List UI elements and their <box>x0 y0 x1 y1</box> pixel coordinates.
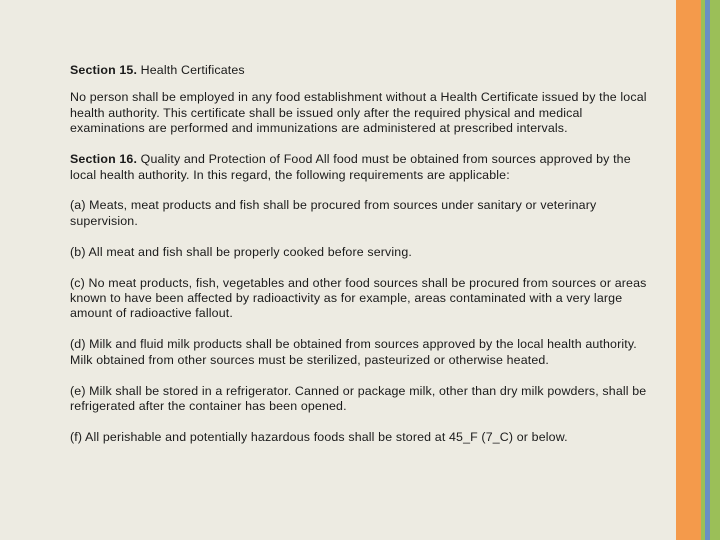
item-f: (f) All perishable and potentially hazardous foods shall be stored at 45_F (7_C) or below. <box>70 430 568 444</box>
item-c: (c) No meat products, fish, vegetables and other food sources shall be procured from sources or areas known to have been affected by radioactivity as for example, areas contaminated with a very large amount of radioactive fallout. <box>70 275 647 321</box>
decorative-stripe-green-outer <box>710 0 720 540</box>
item-b: (b) All meat and fish shall be properly cooked before serving. <box>70 244 412 259</box>
item-e: (e) Milk shall be stored in a refrigerator. Canned or package milk, other than dry milk powders, shall be refrigerated after the container has been opened. <box>70 383 647 414</box>
section-16-body: Quality and Protection of Food All food must be obtained from sources approved by the local health authority. In this regard, the following requirements are applicable: <box>70 152 631 182</box>
section-16-label: Section 16. <box>70 152 138 167</box>
section-16-paragraph <box>70 152 660 183</box>
item-a: (a) Meats, meat products and fish shall be procured from sources under sanitary or veterinary supervision. <box>70 198 597 228</box>
item-d: (d) Milk and fluid milk products shall be obtained from sources approved by the local health authority. Milk obtained from other sources must be sterilized, pasteurized or otherwise heated. <box>70 337 637 367</box>
section-15-title: Health Certificates <box>137 63 245 77</box>
document-body <box>70 63 660 461</box>
section-15-label: Section 15. <box>70 63 138 77</box>
section-15-body: No person shall be employed in any food establishment without a Health Certificate issued by the local health authority. This certificate shall be issued only after the required physical and medical examinations are performed and immunizations are administered at prescribed intervals. <box>70 90 647 136</box>
section-15-heading <box>70 63 660 78</box>
decorative-stripe-orange <box>676 0 701 540</box>
